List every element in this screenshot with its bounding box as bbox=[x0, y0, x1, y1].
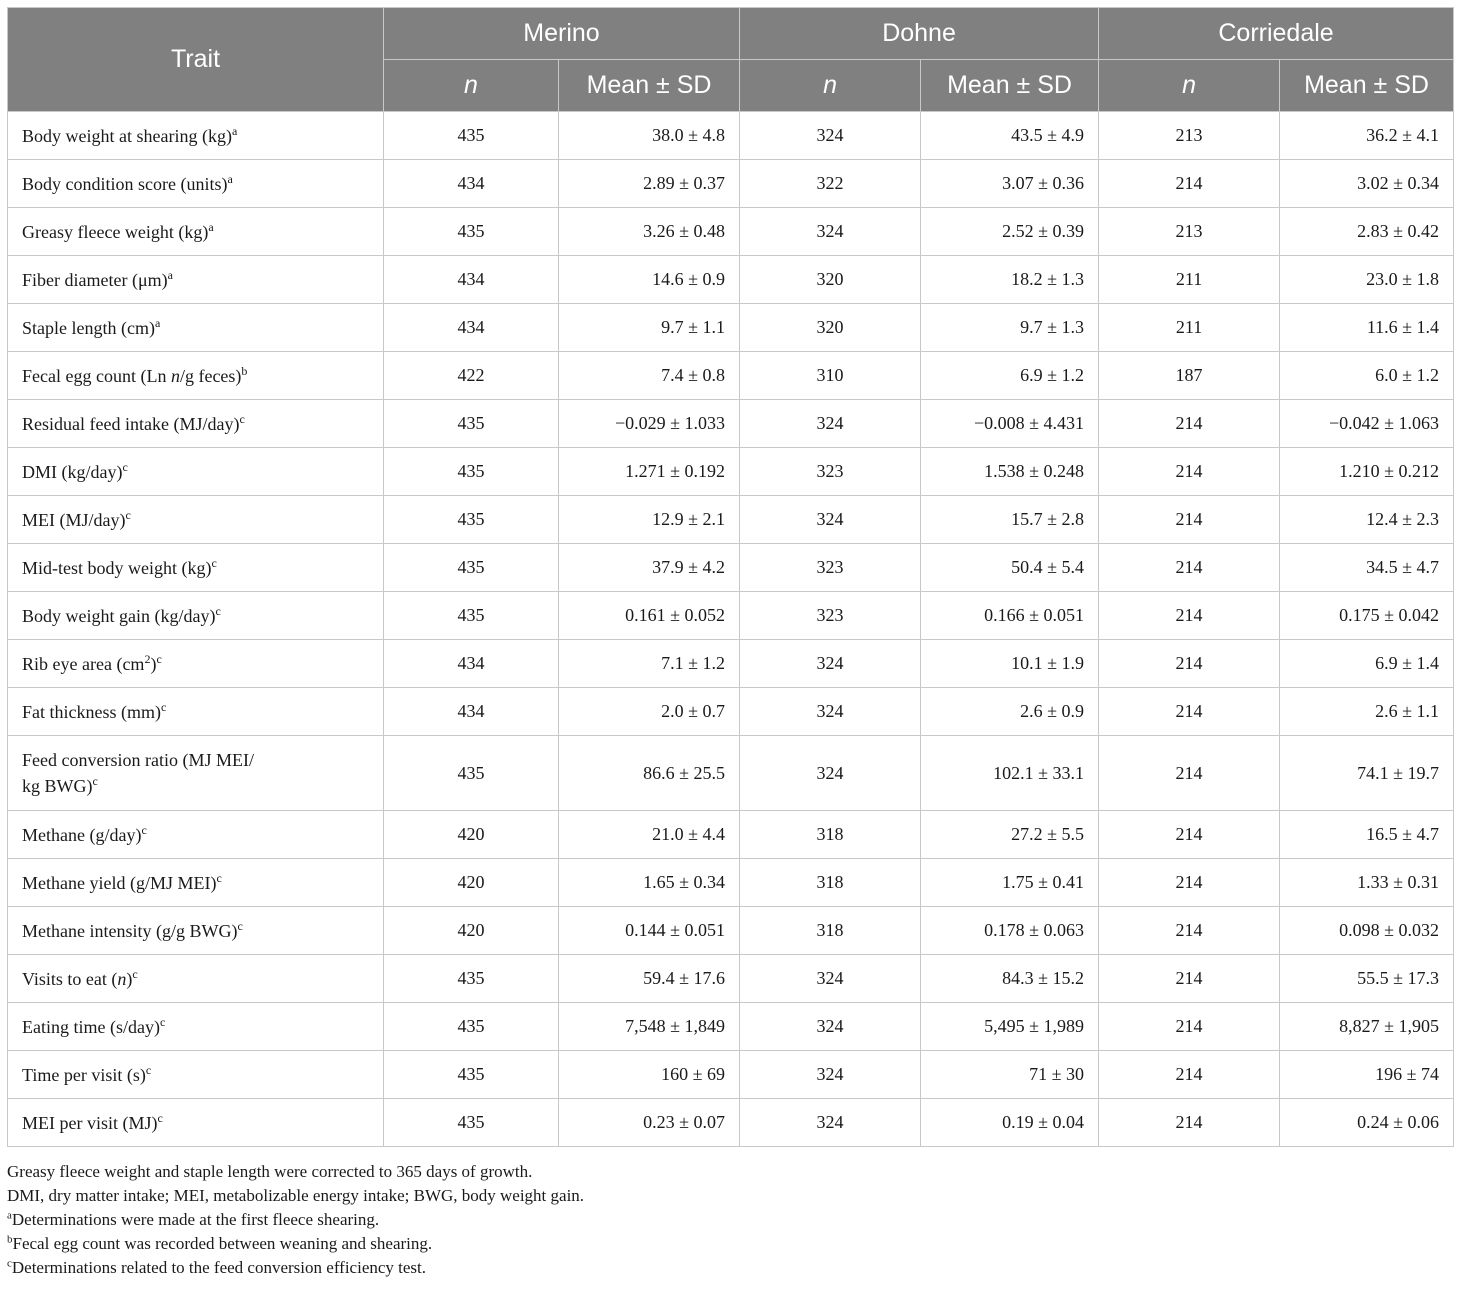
trait-name-cell bbox=[8, 640, 384, 688]
trait-name-cell bbox=[8, 544, 384, 592]
n-cell: 435 bbox=[384, 1003, 559, 1051]
footnote-marker: c bbox=[211, 555, 217, 570]
footnote-marker: a bbox=[154, 315, 161, 330]
trait-label: DMI (kg/day) bbox=[22, 461, 123, 482]
table-row bbox=[8, 352, 1454, 400]
trait-label: ) bbox=[126, 968, 133, 989]
footnote-marker: a bbox=[231, 123, 238, 138]
n-cell: 324 bbox=[740, 640, 921, 688]
mean-sd-cell: 6.9 ± 1.4 bbox=[1280, 640, 1454, 688]
mean-sd-cell: 2.83 ± 0.42 bbox=[1280, 208, 1454, 256]
n-cell: 214 bbox=[1099, 1051, 1280, 1099]
mean-sd-cell: 0.144 ± 0.051 bbox=[559, 907, 740, 955]
n-cell: 434 bbox=[384, 640, 559, 688]
n-cell: 435 bbox=[384, 448, 559, 496]
footnote-marker: c bbox=[159, 1014, 166, 1029]
mean-sd-cell: 0.161 ± 0.052 bbox=[559, 592, 740, 640]
n-cell: 214 bbox=[1099, 859, 1280, 907]
mean-sd-cell: 2.89 ± 0.37 bbox=[559, 160, 740, 208]
mean-sd-cell: 0.098 ± 0.032 bbox=[1280, 907, 1454, 955]
n-cell: 214 bbox=[1099, 496, 1280, 544]
n-cell: 214 bbox=[1099, 811, 1280, 859]
table-row bbox=[8, 736, 1454, 811]
n-cell: 318 bbox=[740, 907, 921, 955]
trait-label: ) bbox=[150, 653, 157, 674]
mean-sd-cell: 1.75 ± 0.41 bbox=[921, 859, 1099, 907]
mean-sd-cell: 16.5 ± 4.7 bbox=[1280, 811, 1454, 859]
trait-name-cell bbox=[8, 907, 384, 955]
trait-name-cell bbox=[8, 955, 384, 1003]
n-cell: 323 bbox=[740, 544, 921, 592]
n-cell: 435 bbox=[384, 592, 559, 640]
n-cell: 320 bbox=[740, 256, 921, 304]
trait-name-cell bbox=[8, 160, 384, 208]
unit-exponent: 2 bbox=[144, 651, 151, 666]
trait-label: MEI (MJ/day) bbox=[22, 509, 126, 530]
footnote-marker: c bbox=[92, 774, 98, 788]
footnote-marker: c bbox=[125, 507, 131, 522]
trait-label: Methane intensity (g/g BWG) bbox=[22, 920, 238, 941]
table-footnotes bbox=[7, 1160, 1453, 1280]
trait-name-cell bbox=[8, 811, 384, 859]
table-row bbox=[8, 448, 1454, 496]
footnote-marker: a bbox=[167, 267, 173, 282]
mean-sd-cell: 3.07 ± 0.36 bbox=[921, 160, 1099, 208]
header-n: n bbox=[1099, 60, 1280, 112]
trait-name-cell bbox=[8, 304, 384, 352]
table-row bbox=[8, 1003, 1454, 1051]
table-row bbox=[8, 1099, 1454, 1147]
trait-label: Time per visit (s) bbox=[22, 1064, 146, 1085]
mean-sd-cell: 36.2 ± 4.1 bbox=[1280, 112, 1454, 160]
n-cell: 434 bbox=[384, 304, 559, 352]
header-n: n bbox=[740, 60, 921, 112]
header-breed-merino: Merino bbox=[384, 8, 740, 60]
mean-sd-cell: 12.9 ± 2.1 bbox=[559, 496, 740, 544]
n-cell: 187 bbox=[1099, 352, 1280, 400]
table-row bbox=[8, 688, 1454, 736]
footnote-marker: c bbox=[145, 1062, 152, 1077]
n-cell: 435 bbox=[384, 112, 559, 160]
header-trait: Trait bbox=[8, 8, 384, 112]
n-cell: 214 bbox=[1099, 160, 1280, 208]
table-row bbox=[8, 811, 1454, 859]
mean-sd-cell: 27.2 ± 5.5 bbox=[921, 811, 1099, 859]
trait-label: Body weight at shearing (kg) bbox=[22, 125, 232, 146]
header-mean-sd: Mean ± SD bbox=[921, 60, 1099, 112]
mean-sd-cell: 1.33 ± 0.31 bbox=[1280, 859, 1454, 907]
mean-sd-cell: 12.4 ± 2.3 bbox=[1280, 496, 1454, 544]
mean-sd-cell: 74.1 ± 19.7 bbox=[1280, 736, 1454, 811]
mean-sd-cell: 196 ± 74 bbox=[1280, 1051, 1454, 1099]
n-cell: 324 bbox=[740, 112, 921, 160]
mean-sd-cell: 9.7 ± 1.3 bbox=[921, 304, 1099, 352]
trait-label: Methane (g/day) bbox=[22, 824, 142, 845]
table-row bbox=[8, 907, 1454, 955]
footnote-marker: a bbox=[208, 219, 214, 234]
trait-name-cell bbox=[8, 736, 384, 811]
footnote-marker: c bbox=[157, 1110, 163, 1125]
mean-sd-cell: 2.6 ± 1.1 bbox=[1280, 688, 1454, 736]
footnote-marker: c bbox=[215, 603, 221, 618]
trait-name-cell bbox=[8, 496, 384, 544]
trait-label: Fiber diameter (μm) bbox=[22, 269, 168, 290]
table-row bbox=[8, 256, 1454, 304]
mean-sd-cell: 8,827 ± 1,905 bbox=[1280, 1003, 1454, 1051]
trait-label: Feed conversion ratio (MJ MEI/ bbox=[22, 750, 254, 770]
mean-sd-cell: 2.6 ± 0.9 bbox=[921, 688, 1099, 736]
footnote-marker: a bbox=[227, 171, 233, 186]
trait-name-cell bbox=[8, 688, 384, 736]
trait-label: /g feces) bbox=[179, 365, 242, 386]
n-cell: 310 bbox=[740, 352, 921, 400]
n-cell: 324 bbox=[740, 1051, 921, 1099]
table-row bbox=[8, 592, 1454, 640]
n-cell: 435 bbox=[384, 1051, 559, 1099]
footnote-abbreviations: DMI, dry matter intake; MEI, metabolizable energy intake; BWG, body weight gain. bbox=[7, 1186, 585, 1205]
mean-sd-cell: 10.1 ± 1.9 bbox=[921, 640, 1099, 688]
n-cell: 434 bbox=[384, 160, 559, 208]
mean-sd-cell: 1.271 ± 0.192 bbox=[559, 448, 740, 496]
footnote-text: Fecal egg count was recorded between weaning and shearing. bbox=[12, 1234, 433, 1253]
header-breed-corriedale: Corriedale bbox=[1099, 8, 1454, 60]
table-row bbox=[8, 640, 1454, 688]
n-cell: 213 bbox=[1099, 208, 1280, 256]
n-cell: 434 bbox=[384, 256, 559, 304]
trait-name-cell bbox=[8, 1099, 384, 1147]
mean-sd-cell: 7.1 ± 1.2 bbox=[559, 640, 740, 688]
trait-label: Greasy fleece weight (kg) bbox=[22, 221, 209, 242]
n-cell: 420 bbox=[384, 811, 559, 859]
n-cell: 435 bbox=[384, 400, 559, 448]
footnote-text: Determinations were made at the first fleece shearing. bbox=[11, 1210, 380, 1229]
footnote-b bbox=[7, 1232, 1453, 1256]
traits-table bbox=[7, 7, 1454, 1147]
trait-name-cell bbox=[8, 592, 384, 640]
mean-sd-cell: 15.7 ± 2.8 bbox=[921, 496, 1099, 544]
mean-sd-cell: 11.6 ± 1.4 bbox=[1280, 304, 1454, 352]
trait-label: Staple length (cm) bbox=[22, 317, 155, 338]
trait-name-cell bbox=[8, 112, 384, 160]
mean-sd-cell: 2.0 ± 0.7 bbox=[559, 688, 740, 736]
trait-name-cell bbox=[8, 1003, 384, 1051]
trait-label: Rib eye area (cm bbox=[22, 653, 145, 674]
n-cell: 214 bbox=[1099, 907, 1280, 955]
mean-sd-cell: 160 ± 69 bbox=[559, 1051, 740, 1099]
footnote-c bbox=[7, 1256, 1453, 1280]
footnote-marker: c bbox=[132, 966, 138, 981]
table-row bbox=[8, 496, 1454, 544]
footnote-marker: c bbox=[156, 651, 162, 666]
trait-name-cell bbox=[8, 352, 384, 400]
footnote-marker: c bbox=[141, 822, 147, 837]
n-cell: 213 bbox=[1099, 112, 1280, 160]
n-cell: 214 bbox=[1099, 688, 1280, 736]
n-cell: 214 bbox=[1099, 592, 1280, 640]
n-cell: 318 bbox=[740, 859, 921, 907]
mean-sd-cell: −0.008 ± 4.431 bbox=[921, 400, 1099, 448]
trait-label: Eating time (s/day) bbox=[22, 1016, 160, 1037]
n-cell: 214 bbox=[1099, 544, 1280, 592]
trait-name-cell bbox=[8, 208, 384, 256]
n-cell: 318 bbox=[740, 811, 921, 859]
table-row bbox=[8, 859, 1454, 907]
trait-label: Residual feed intake (MJ/day) bbox=[22, 413, 240, 434]
n-cell: 214 bbox=[1099, 736, 1280, 811]
mean-sd-cell: 18.2 ± 1.3 bbox=[921, 256, 1099, 304]
mean-sd-cell: 21.0 ± 4.4 bbox=[559, 811, 740, 859]
mean-sd-cell: 0.166 ± 0.051 bbox=[921, 592, 1099, 640]
mean-sd-cell: 1.538 ± 0.248 bbox=[921, 448, 1099, 496]
footnote-marker: b bbox=[7, 1233, 13, 1246]
mean-sd-cell: 2.52 ± 0.39 bbox=[921, 208, 1099, 256]
table-row bbox=[8, 304, 1454, 352]
n-cell: 422 bbox=[384, 352, 559, 400]
table-body bbox=[8, 112, 1454, 1147]
trait-name-cell bbox=[8, 400, 384, 448]
n-cell: 434 bbox=[384, 688, 559, 736]
mean-sd-cell: 0.23 ± 0.07 bbox=[559, 1099, 740, 1147]
mean-sd-cell: 71 ± 30 bbox=[921, 1051, 1099, 1099]
table-row bbox=[8, 160, 1454, 208]
mean-sd-cell: 55.5 ± 17.3 bbox=[1280, 955, 1454, 1003]
n-cell: 211 bbox=[1099, 304, 1280, 352]
data-table-container bbox=[7, 7, 1453, 1147]
mean-sd-cell: 102.1 ± 33.1 bbox=[921, 736, 1099, 811]
mean-sd-cell: 37.9 ± 4.2 bbox=[559, 544, 740, 592]
n-cell: 214 bbox=[1099, 640, 1280, 688]
trait-label: Body weight gain (kg/day) bbox=[22, 605, 216, 626]
mean-sd-cell: 0.24 ± 0.06 bbox=[1280, 1099, 1454, 1147]
mean-sd-cell: 1.65 ± 0.34 bbox=[559, 859, 740, 907]
table-row bbox=[8, 400, 1454, 448]
mean-sd-cell: 86.6 ± 25.5 bbox=[559, 736, 740, 811]
n-cell: 320 bbox=[740, 304, 921, 352]
trait-name-cell bbox=[8, 448, 384, 496]
footnote-marker: a bbox=[7, 1209, 12, 1222]
mean-sd-cell: 7.4 ± 0.8 bbox=[559, 352, 740, 400]
n-cell: 435 bbox=[384, 1099, 559, 1147]
n-cell: 324 bbox=[740, 955, 921, 1003]
n-cell: 214 bbox=[1099, 400, 1280, 448]
table-row bbox=[8, 955, 1454, 1003]
trait-label: Fat thickness (mm) bbox=[22, 701, 161, 722]
footnote-marker: c bbox=[122, 459, 128, 474]
trait-name-cell bbox=[8, 859, 384, 907]
n-cell: 214 bbox=[1099, 955, 1280, 1003]
mean-sd-cell: 7,548 ± 1,849 bbox=[559, 1003, 740, 1051]
trait-label-line2: kg BWG) bbox=[22, 776, 93, 796]
trait-name-cell bbox=[8, 1051, 384, 1099]
n-cell: 435 bbox=[384, 496, 559, 544]
mean-sd-cell: 84.3 ± 15.2 bbox=[921, 955, 1099, 1003]
mean-sd-cell: 6.0 ± 1.2 bbox=[1280, 352, 1454, 400]
footnote-marker: b bbox=[241, 363, 248, 378]
mean-sd-cell: 3.26 ± 0.48 bbox=[559, 208, 740, 256]
footnote-marker: c bbox=[160, 699, 167, 714]
n-cell: 211 bbox=[1099, 256, 1280, 304]
mean-sd-cell: 3.02 ± 0.34 bbox=[1280, 160, 1454, 208]
mean-sd-cell: 23.0 ± 1.8 bbox=[1280, 256, 1454, 304]
n-cell: 214 bbox=[1099, 1099, 1280, 1147]
header-breed-dohne: Dohne bbox=[740, 8, 1099, 60]
trait-label: Mid-test body weight (kg) bbox=[22, 557, 212, 578]
trait-name-cell bbox=[8, 256, 384, 304]
mean-sd-cell: 59.4 ± 17.6 bbox=[559, 955, 740, 1003]
n-cell: 435 bbox=[384, 208, 559, 256]
n-cell: 435 bbox=[384, 544, 559, 592]
table-row bbox=[8, 544, 1454, 592]
table-row bbox=[8, 1051, 1454, 1099]
trait-label: Methane yield (g/MJ MEI) bbox=[22, 872, 217, 893]
n-cell: 435 bbox=[384, 736, 559, 811]
trait-label: Body condition score (units) bbox=[22, 173, 228, 194]
footnote-marker: c bbox=[239, 411, 245, 426]
mean-sd-cell: 0.178 ± 0.063 bbox=[921, 907, 1099, 955]
n-cell: 324 bbox=[740, 208, 921, 256]
footnote-marker: c bbox=[237, 918, 243, 933]
n-cell: 324 bbox=[740, 688, 921, 736]
footnote-text: Determinations related to the feed conversion efficiency test. bbox=[11, 1258, 427, 1277]
mean-sd-cell: −0.029 ± 1.033 bbox=[559, 400, 740, 448]
mean-sd-cell: 50.4 ± 5.4 bbox=[921, 544, 1099, 592]
n-cell: 435 bbox=[384, 955, 559, 1003]
mean-sd-cell: 5,495 ± 1,989 bbox=[921, 1003, 1099, 1051]
n-cell: 420 bbox=[384, 907, 559, 955]
table-row bbox=[8, 208, 1454, 256]
trait-label: MEI per visit (MJ) bbox=[22, 1112, 158, 1133]
footnote-correction: Greasy fleece weight and staple length were corrected to 365 days of growth. bbox=[7, 1162, 533, 1181]
footnote-a bbox=[7, 1208, 1453, 1232]
n-cell: 324 bbox=[740, 496, 921, 544]
header-mean-sd: Mean ± SD bbox=[1280, 60, 1454, 112]
n-cell: 214 bbox=[1099, 448, 1280, 496]
trait-label-italic: n bbox=[117, 968, 127, 989]
mean-sd-cell: 43.5 ± 4.9 bbox=[921, 112, 1099, 160]
header-n: n bbox=[384, 60, 559, 112]
n-cell: 420 bbox=[384, 859, 559, 907]
mean-sd-cell: 0.175 ± 0.042 bbox=[1280, 592, 1454, 640]
trait-label: Fecal egg count (Ln bbox=[22, 365, 171, 386]
n-cell: 322 bbox=[740, 160, 921, 208]
footnote-marker: c bbox=[7, 1257, 12, 1270]
mean-sd-cell: 34.5 ± 4.7 bbox=[1280, 544, 1454, 592]
mean-sd-cell: 9.7 ± 1.1 bbox=[559, 304, 740, 352]
trait-label-italic: n bbox=[170, 365, 180, 386]
mean-sd-cell: 1.210 ± 0.212 bbox=[1280, 448, 1454, 496]
mean-sd-cell: 0.19 ± 0.04 bbox=[921, 1099, 1099, 1147]
mean-sd-cell: 6.9 ± 1.2 bbox=[921, 352, 1099, 400]
mean-sd-cell: −0.042 ± 1.063 bbox=[1280, 400, 1454, 448]
n-cell: 324 bbox=[740, 1003, 921, 1051]
n-cell: 324 bbox=[740, 1099, 921, 1147]
n-cell: 323 bbox=[740, 592, 921, 640]
table-row bbox=[8, 112, 1454, 160]
n-cell: 214 bbox=[1099, 1003, 1280, 1051]
mean-sd-cell: 14.6 ± 0.9 bbox=[559, 256, 740, 304]
footnote-marker: c bbox=[216, 870, 222, 885]
trait-label: Visits to eat ( bbox=[22, 968, 118, 989]
n-cell: 324 bbox=[740, 736, 921, 811]
header-mean-sd: Mean ± SD bbox=[559, 60, 740, 112]
n-cell: 324 bbox=[740, 400, 921, 448]
n-cell: 323 bbox=[740, 448, 921, 496]
mean-sd-cell: 38.0 ± 4.8 bbox=[559, 112, 740, 160]
